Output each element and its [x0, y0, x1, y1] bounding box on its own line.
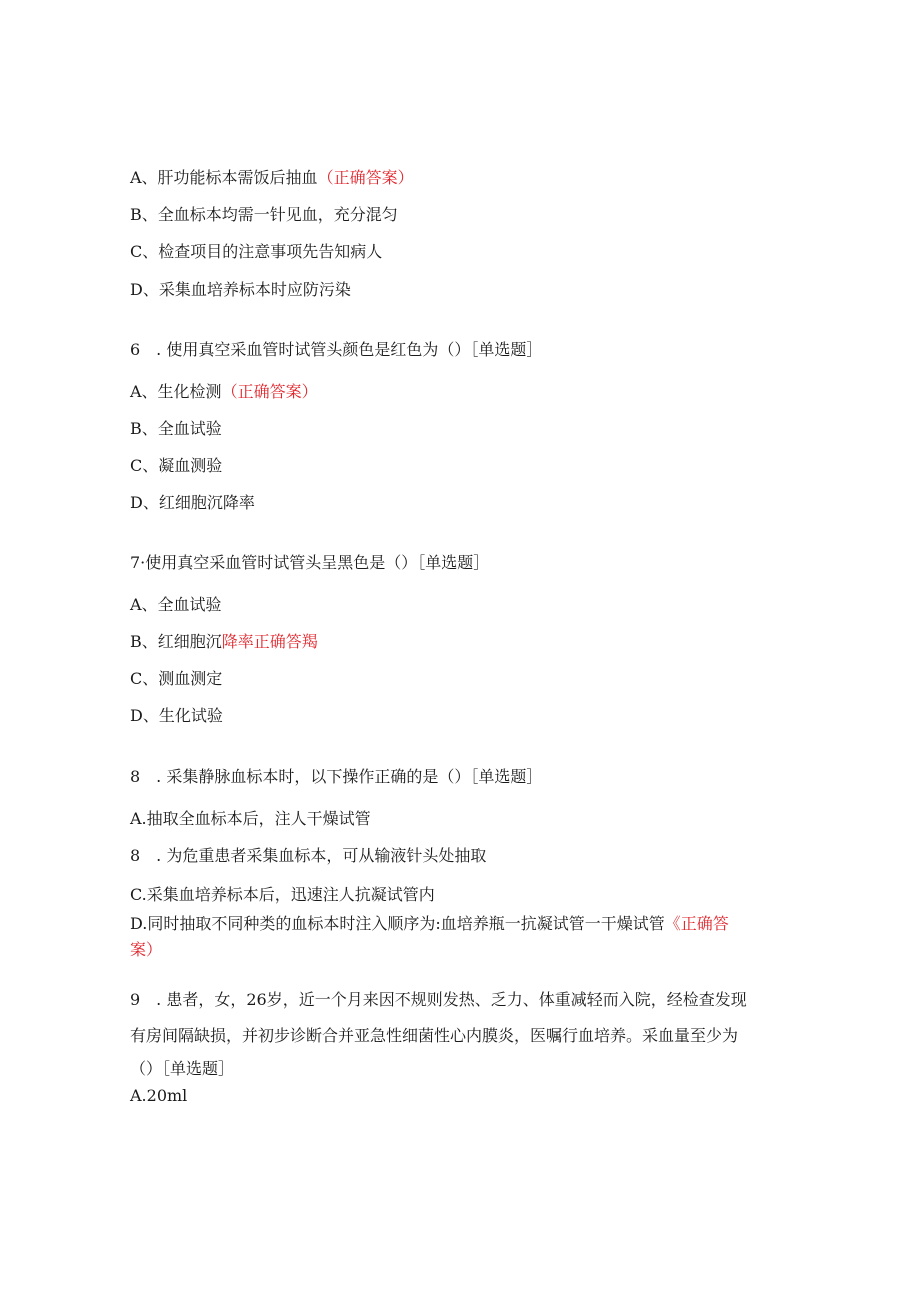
q7-option-b-text: B、红细胞沉 [130, 632, 222, 651]
q6-option-b [130, 419, 222, 439]
q5-option-d-text: D、采集血培养标本时应防污染 [130, 280, 351, 299]
q5-option-c-text: C、检查项目的注意事项先告知病人 [130, 242, 383, 261]
q8-option-d [130, 914, 729, 934]
q8-stem [130, 767, 542, 787]
q9-stem-line-2 [130, 1026, 738, 1046]
q8-option-d-answer: 《正确答 [664, 914, 729, 933]
q5-option-a [130, 168, 414, 188]
q6-option-c-text: C、凝血测验 [130, 456, 223, 475]
q6-option-d-text: D、红细胞沉降率 [130, 493, 255, 512]
q7-option-d [130, 706, 223, 726]
q8-option-b [130, 846, 486, 866]
q9-stem-line-2-text: 有房间隔缺损，并初步诊断合并亚急性细菌性心内膜炎，医嘱行血培养。采血量至少为 [130, 1026, 739, 1045]
q6-stem [130, 340, 542, 360]
q7-stem [130, 553, 489, 573]
q8-option-d-continued [130, 940, 162, 960]
q5-option-a-text: A、肝功能标本需饭后抽血 [130, 168, 318, 187]
q7-option-a-text: A、全血试验 [130, 595, 222, 614]
q9-option-a-text: A.20ml [130, 1086, 188, 1105]
q8-option-a-text: A.抽取全血标本后，注人干燥试管 [130, 809, 371, 828]
q8-option-c [130, 885, 435, 905]
q8-option-a [130, 809, 371, 829]
q8-option-c-text: C.采集血培养标本后，迅速注人抗凝试管内 [130, 885, 435, 904]
q6-stem-text: 6 . 使用真空采血管时试管头颜色是红色为（）［单选题］ [130, 340, 543, 359]
q7-option-c [130, 669, 222, 689]
q6-option-a-answer: （正确答案） [221, 382, 318, 401]
q9-stem-line-3-text: （）［单选题］ [130, 1059, 235, 1078]
q7-option-b [130, 632, 318, 652]
q7-stem-text: 7·使用真空采血管时试管头呈黑色是（）［单选题］ [130, 553, 490, 572]
q9-stem-line-3 [130, 1059, 234, 1079]
q7-option-d-text: D、生化试验 [130, 706, 223, 725]
q6-option-c [130, 456, 222, 476]
q5-option-c [130, 242, 382, 262]
q8-stem-text: 8 . 采集静脉血标本时，以下操作正确的是（）［单选题］ [130, 767, 543, 786]
q8-option-d-answer-continued: 案） [130, 940, 163, 959]
q6-option-d [130, 493, 255, 513]
q5-option-b-text: B、全血标本均需一针见血，充分混匀 [130, 205, 398, 224]
q9-stem-line-1-text: 9 . 患者，女，26岁，近一个月来因不规则发热、乏力、体重减轻而入院，经检查发现 [130, 990, 747, 1009]
q8-option-b-text: 8 . 为危重患者采集血标本，可从输液针头处抽取 [130, 846, 487, 865]
q9-stem-line-1 [130, 990, 747, 1010]
q6-option-a-text: A、生化检测 [130, 382, 222, 401]
q5-option-d [130, 280, 351, 300]
q5-option-b [130, 205, 398, 225]
q6-option-b-text: B、全血试验 [130, 419, 222, 438]
q9-option-a [130, 1086, 187, 1106]
q6-option-a [130, 382, 318, 402]
q7-option-a [130, 595, 222, 615]
q5-option-a-answer: （正确答案） [317, 168, 414, 187]
q7-option-c-text: C、测血测定 [130, 669, 223, 688]
q7-option-b-answer: 降率正确答羯 [221, 632, 318, 651]
q8-option-d-text: D.同时抽取不同种类的血标本时注入顺序为:血培养瓶一抗凝试管一干燥试管 [130, 914, 665, 933]
